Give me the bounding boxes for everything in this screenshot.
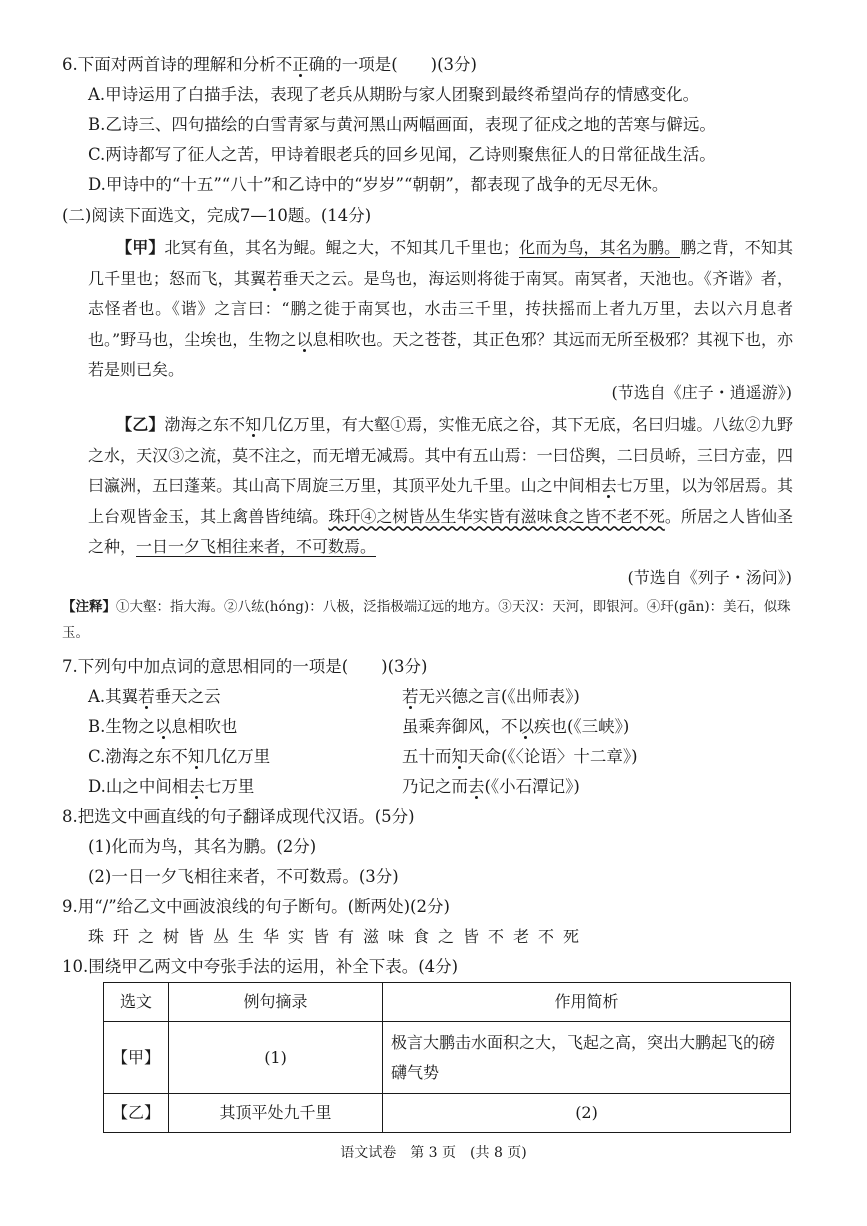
q6-stem: 6.下面对两首诗的理解和分析不正确的一项是( )(3分) (62, 55, 477, 74)
passage-jia-source: (节选自《庄子・逍遥游》) (611, 383, 792, 402)
header-cell: 例句摘录 (169, 983, 383, 1022)
q7-option-c-left: C.渤海之东不知几亿万里 (88, 747, 271, 766)
q9-sentence: 珠玕之树皆丛生华实皆有滋味食之皆不老不死 (88, 927, 589, 946)
q7-option-a-left: A.其翼若垂天之云 (88, 687, 221, 706)
q7-option-b-right: 虽乘奔御风，不以疾也(《三峡》) (402, 717, 630, 736)
q8-stem: 8.把选文中画直线的句子翻译成现代汉语。(5分) (62, 807, 415, 826)
answer-blank-2[interactable]: (2) (383, 1094, 791, 1133)
table-row (104, 1022, 791, 1094)
q7-option-b-left: B.生物之以息相吹也 (88, 717, 238, 736)
passage-jia-label: 【甲】 (116, 238, 165, 257)
jia-underlined-sentence: 化而为鸟，其名为鹏。 (518, 238, 681, 257)
table-row (104, 1094, 791, 1133)
q6-option-b: B.乙诗三、四句描绘的白雪青冢与黄河黑山两幅画面，表现了征戍之地的苦寒与僻远。 (88, 115, 716, 134)
q6-option-d: D.甲诗中的“十五”“八十”和乙诗中的“岁岁”“朝朝”，都表现了战争的无尽无休。 (88, 175, 669, 194)
table-cell: 【乙】 (104, 1094, 169, 1133)
table-cell: 极言大鹏击水面积之大，飞起之高，突出大鹏起飞的磅礴气势 (383, 1022, 791, 1094)
page-footer: 语文试卷 第 3 页 (共 8 页) (340, 1145, 527, 1161)
q6-dotted-words: 不正确 (275, 55, 326, 74)
q8-item-1: (1)化而为鸟，其名为鹏。(2分) (88, 837, 317, 856)
q7-stem: 7.下列句中加点词的意思相同的一项是( )(3分) (62, 657, 428, 676)
table-header-row (104, 983, 791, 1022)
table-cell: 其顶平处九千里 (169, 1094, 383, 1133)
q7-option-d-right: 乃记之而去(《小石潭记》) (402, 777, 580, 796)
answer-blank-1[interactable]: (1) (169, 1022, 383, 1094)
table-cell: 【甲】 (104, 1022, 169, 1094)
yi-wavy-sentence: 珠玕④之树皆丛生华实皆有滋味食之皆不老不死 (328, 506, 665, 526)
q7-option-d-left: D.山之中间相去七万里 (88, 777, 255, 796)
header-cell: 选文 (104, 983, 169, 1022)
section2-title: (二)阅读下面选文，完成7—10题。(14分) (62, 206, 372, 225)
q7-option-a-right: 若无兴德之言(《出师表》) (402, 687, 580, 706)
annotations: 【注释】①大壑：指大海。②八纮(hóng)：八极，泛指极端辽远的地方。③天汉：天河，即银河。④玕(gān)：美石，似珠玉。 (62, 599, 791, 641)
q6-option-c: C.两诗都写了征人之苦，甲诗着眼老兵的回乡见闻，乙诗则聚焦征人的日常征战生活。 (88, 145, 716, 164)
q9-stem: 9.用“/”给乙文中画波浪线的句子断句。(断两处)(2分) (62, 897, 450, 916)
header-cell: 作用简析 (383, 983, 791, 1022)
passage-jia: 【甲】北冥有鱼，其名为鲲。鲲之大，不知其几千里也；化而为鸟，其名为鹏。鹏之背，不知其几千里也；怒而飞，其翼若垂天之云。是鸟也，海运则将徙于南冥。南冥者，天池也。《齐谐》者，志怪者也。《谐》之言曰：“鹏之徙于南冥也，水击三千里，抟扶摇而上者九万里，去以六月息者也。”野马也，尘埃也，生物之以息相吹也。天之苍苍，其正色邪？其远而无所至极邪？其视下也，亦若是则已矣。 (88, 238, 793, 379)
q6-option-a: A.甲诗运用了白描手法，表现了老兵从期盼与家人团聚到最终希望尚存的情感变化。 (88, 85, 700, 104)
passage-yi-label: 【乙】 (116, 415, 165, 434)
yi-underlined-sentence: 一日一夕飞相往来者，不可数焉。 (136, 537, 377, 556)
passage-yi-source: (节选自《列子・汤问》) (627, 568, 792, 587)
q10-stem: 10.围绕甲乙两文中夸张手法的运用，补全下表。(4分) (62, 957, 459, 976)
q10-table (103, 982, 791, 1133)
passage-yi: 【乙】渤海之东不知几亿万里，有大壑①焉，实惟无底之谷，其下无底，名曰归墟。八纮②九野之水，天汉③之流，莫不注之，而无增无减焉。其中有五山焉：一曰岱舆，二曰员峤，三曰方壶，四曰瀛洲，五曰蓬莱。其山高下周旋三万里，其顶平处九千里。山之中间相去七万里，以为邻居焉。其上台观皆金玉，其上禽兽皆纯缟。珠玕④之树皆丛生华实皆有滋味食之皆不老不死。所居之人皆仙圣之种，一日一夕飞相往来者，不可数焉。 (88, 415, 793, 556)
q8-item-2: (2)一日一夕飞相往来者，不可数焉。(3分) (88, 867, 399, 886)
q7-option-c-right: 五十而知天命(《〈论语〉十二章》) (402, 747, 638, 766)
